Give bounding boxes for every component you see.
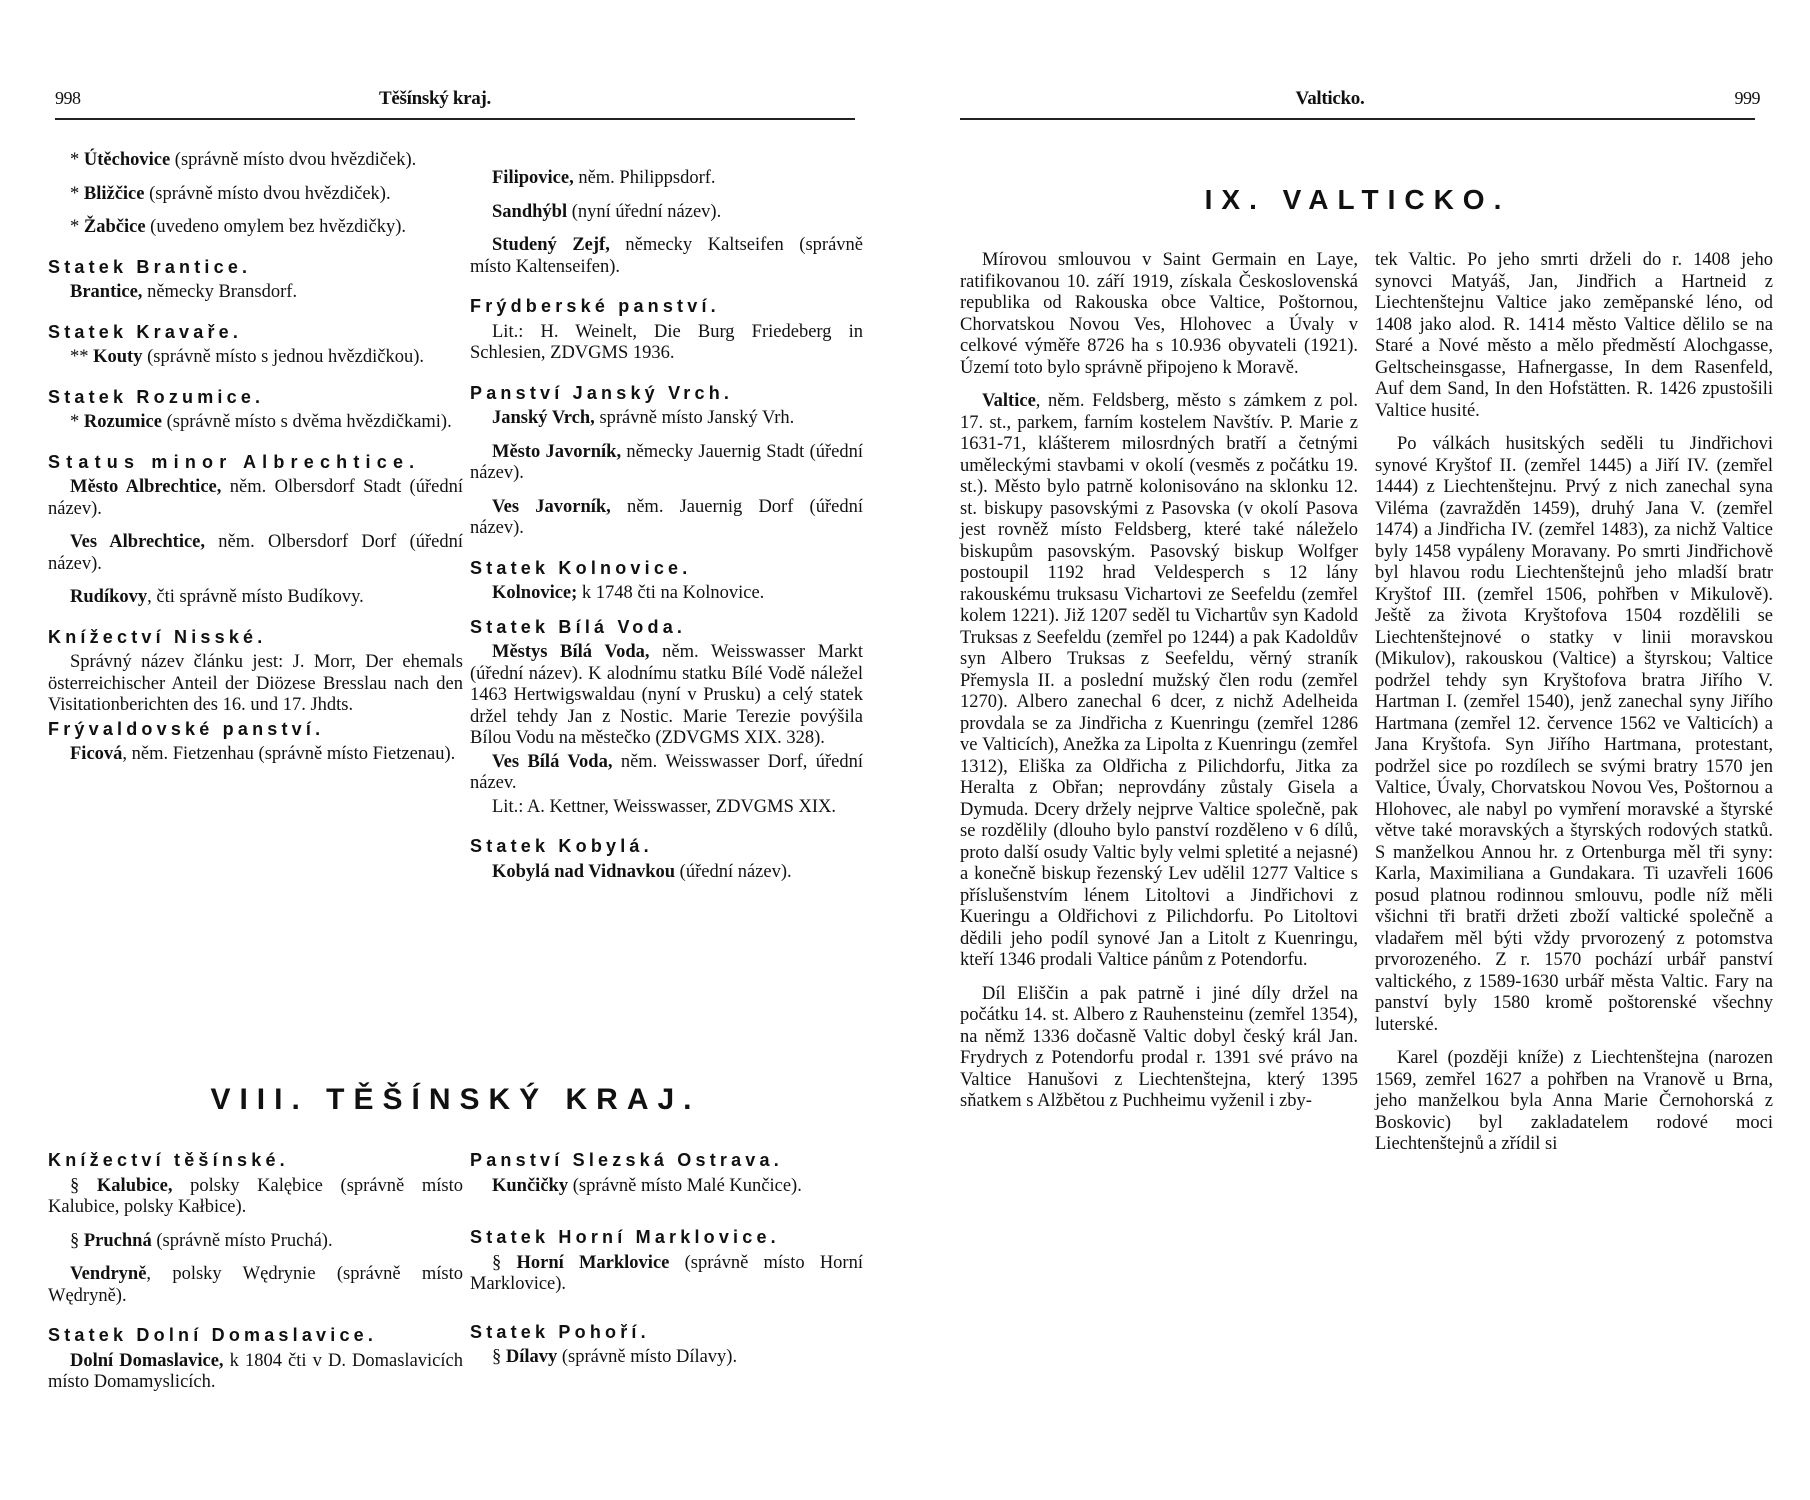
left-column-1	[48, 150, 463, 778]
entry-term: Janský Vrch,	[492, 408, 595, 428]
entry: Studený Zejf, německy Kaltseifen (správně místo Kaltenseifen).	[470, 235, 863, 277]
section-heading: Status minor Albrechtice.	[48, 451, 421, 472]
entry: * Bližčice (správně místo dvou hvězdiček).	[70, 183, 391, 204]
entry: Sandhýbl (nyní úřední název).	[492, 201, 722, 222]
entry-term: Filipovice,	[492, 168, 574, 188]
entry-term: Brantice,	[70, 282, 143, 302]
header-rule	[960, 118, 1755, 120]
entry: Město Javorník, německy Jauernig Stadt (úřední název).	[470, 441, 863, 483]
section-heading: Frýdberské panství.	[470, 296, 720, 316]
entry: Janský Vrch, správně místo Janský Vrh.	[492, 408, 795, 428]
section-heading: Statek Rozumice.	[48, 386, 265, 407]
paragraph: Po válkách husitských seděli tu Jindřichovi synové Kryštof II. (zemřel 1445) a Jiří IV. (zemřel 1444) z Liechtenštejnu. Prvý z nich zanechal syna Viléma (zavražděn 1459), druhý Jana V. (zemřel 1474) a Jindřicha IV. (zemřel 1483), za nichž Valtice byly 1458 vypáleny Moravany. Po smrti Jindřichově byl hlavou rodu Liechtenštejnů jeho mladší bratr Kryštof III. (zemřel 1506, pohřben v Mikulově). Ještě za života Kryštofova 1504 rozdělili se Liechtenštejnové o statky v linii moravskou (Mikulov), rakouskou (Valtice) a štyrskou; Valtice podržel tehdy syn Kryštofova bratra Jiřího V. Hartman I. (zemřel 1540), jenž zanechal syny Jiřího Hartmana (zemřel 12. července 1562 ve Valticích) a Jana Kryštofa. Syn Jiřího Hartmana, protestant, podržel sice po rozdílech se svými bratry 1570 jen Valtice, Úvaly, Chorvatskou Novou Ves, Poštornou a Hlohovec, ale nabyl po vymření moravské a štyrské větve také moravských a štyrských rodových statků. S manželkou Annou hr. z Ortenburga měl tři syny: Karla, Maximiliana a Gundakara. Ti uzavřeli 1606 posud platnou rodinnou smlouvu, podle níž měli všichni tři bratři držeti zboží valtické společně a vladařem měl býti vždy prvorozený z potomstva prvorozeného. Z r. 1570 pochází urbář panství valtického, z 1589-1630 urbář města Valtic. Fary na panství byly 1580 kromě poštorenské všechny luterské.	[1375, 434, 1773, 1035]
section-heading: Statek Dolní Domaslavice.	[48, 1325, 378, 1345]
entry: Správný název článku jest: J. Morr, Der ehemals österreichischer Anteil der Diözese Bresslau nach den Visitationberichten des 16. und 17. Jhdts.	[48, 652, 463, 715]
paragraph: Mírovou smlouvou v Saint Germain en Laye, ratifikovanou 10. září 1919, získala Československá republika od Rakouska obce Valtice, Poštornou, Chorvatskou Novou Ves, Hlohovec a Úvaly v celkové výměře 8726 ha s 10.936 obyvateli (1921). Území toto bylo správně připojeno k Moravě.	[960, 250, 1358, 378]
section-heading: Knížectví Nisské.	[48, 626, 267, 647]
entry-term: Kolnovice;	[492, 583, 578, 603]
entry: ** Kouty (správně místo s jednou hvězdičkou).	[70, 347, 425, 367]
entry-term: Město Javorník,	[492, 441, 622, 462]
page-number: 999	[1734, 88, 1760, 108]
section-heading: Knížectví těšínské.	[48, 1150, 289, 1170]
entry: § Horní Marklovice (správně místo Horní Marklovice).	[470, 1252, 863, 1294]
entry: Vendryně, polsky Wędrynie (správně místo Wędryně).	[48, 1264, 463, 1306]
section-heading: Frývaldovské panství.	[48, 718, 325, 739]
entry-term: Kunčičky	[492, 1175, 569, 1196]
paragraph: tek Valtic. Po jeho smrti drželi do r. 1408 jeho synovci Matyáš, Jan, Jindřich a Hartneid z Liechtenštejnu Valtice jako zeměpanské léno, od 1408 jako alod. R. 1414 město Valtice dělilo se na Staré a Nové město a mělo předměstí Alochgasse, Geltscheinsgasse, Hafnergasse, In dem Rasenfeld, Auf dem Sand, In den Hofstätten. R. 1426 zpustošili Valtice husité.	[1375, 250, 1773, 421]
entry-term: Ves Albrechtice,	[70, 532, 206, 552]
chapter-title: IX. VALTICKO.	[1204, 184, 1511, 215]
entry-term: Vendryně	[70, 1264, 147, 1284]
entry: Kobylá nad Vidnavkou (úřední název).	[492, 861, 792, 882]
entry: Kunčičky (správně místo Malé Kunčice).	[492, 1175, 802, 1196]
entry-term: Pruchná	[83, 1230, 152, 1251]
entry-term: Dolní Domaslavice,	[70, 1350, 224, 1371]
entry-term: Ves Bílá Voda,	[492, 751, 613, 772]
entry: Rudíkovy, čti správně místo Budíkovy.	[70, 587, 364, 607]
chapter-title: VIII. TĚŠÍNSKÝ KRAJ.	[210, 1083, 701, 1116]
entry: Kolnovice; k 1748 čti na Kolnovice.	[492, 583, 765, 603]
entry: Městys Bílá Voda, něm. Weisswasser Markt (úřední název). K alodnímu statku Bílé Vodě náležel 1463 Hertwigswaldau (nyní v Prusku) a celý statek držel tehdy Jan z Nostic. Marie Terezie povýšila Bílou Vodu na městečko (ZDVGMS XIX. 328).	[470, 642, 863, 748]
entry-term: Valtice	[982, 391, 1036, 411]
section-heading: Panství Slezská Ostrava.	[470, 1150, 783, 1170]
running-head-right	[960, 88, 1760, 118]
section-heading: Statek Kobylá.	[470, 836, 653, 856]
entry-term: Horní Marklovice	[516, 1252, 670, 1273]
running-head-title: Valticko.	[1295, 88, 1365, 109]
entry: § Kalubice, polsky Kalębice (správně místo Kalubice, polsky Kałbice).	[48, 1175, 464, 1217]
entry: Lit.: A. Kettner, Weisswasser, ZDVGMS XIX.	[492, 796, 837, 817]
entry-term: Útěchovice	[83, 150, 171, 170]
entry: § Dílavy (správně místo Dílavy).	[492, 1347, 738, 1367]
entry-term: Ves Javorník,	[492, 496, 611, 517]
entry: * Žabčice (uvedeno omylem bez hvězdičky).	[70, 217, 406, 237]
entry-term: Kouty	[93, 347, 143, 367]
entry-term: Žabčice	[83, 217, 146, 237]
right-column-1	[960, 250, 1358, 1125]
entry-term: Kalubice,	[96, 1175, 173, 1196]
entry-term: Bližčice	[83, 183, 145, 204]
running-head-left	[55, 88, 855, 118]
entry-term: Kobylá nad Vidnavkou	[492, 861, 676, 882]
entry-term: Rozumice	[83, 412, 162, 432]
entry: Ficová, něm. Fietzenhau (správně místo Fietzenau).	[70, 744, 456, 764]
entry: Město Albrechtice, něm. Olbersdorf Stadt (úřední název).	[48, 477, 463, 519]
section-heading: Statek Pohoří.	[470, 1321, 650, 1342]
entry: * Útěchovice (správně místo dvou hvězdiček).	[70, 150, 417, 170]
left-column-4	[470, 1150, 863, 1381]
section-heading: Statek Bílá Voda.	[470, 616, 687, 637]
entry: § Pruchná (správně místo Pruchá).	[70, 1230, 333, 1251]
section-heading: Statek Horní Marklovice.	[470, 1227, 780, 1247]
entry-term: Rudíkovy	[70, 587, 148, 607]
entry-term: Ficová	[70, 744, 123, 764]
entry: Lit.: H. Weinelt, Die Burg Friedeberg in Schlesien, ZDVGMS 1936.	[470, 321, 863, 363]
entry: Ves Javorník, něm. Jauernig Dorf (úřední název).	[470, 496, 863, 538]
page-number: 998	[55, 88, 81, 108]
entry: Filipovice, něm. Philippsdorf.	[492, 168, 716, 188]
entry: Dolní Domaslavice, k 1804 čti v D. Domaslavicích místo Domamyslicích.	[48, 1350, 463, 1392]
entry: Brantice, německy Bransdorf.	[70, 282, 298, 302]
entry: Ves Bílá Voda, něm. Weisswasser Dorf, úřední název.	[470, 751, 863, 793]
entry: Ves Albrechtice, něm. Olbersdorf Dorf (úřední název).	[48, 532, 463, 574]
entry-term: Městys Bílá Voda,	[492, 642, 650, 662]
entry-term: Město Albrechtice,	[70, 477, 222, 497]
entry-term: Dílavy	[505, 1347, 558, 1367]
section-heading: Statek Brantice.	[48, 256, 252, 277]
section-heading: Statek Kravaře.	[48, 321, 243, 342]
paragraph: Valtice, něm. Feldsberg, město s zámkem z pol. 17. st., parkem, farním kostelem Navštív. P. Marie z 1631-71, klášterem milosrdných bratří a četnými uměleckými stavbami v okolí (vesměs z počátku 19. st.). Město bylo patrně kolonisováno na sklonku 12. st. biskupy pasovskými z Pasovska (v okolí Pasova jest rovněž místo Feldsberg, které také náleželo biskupům pasovským. Pasovský biskup Wolfger postoupil 1192 hrad Veldesperch s 12 lány rakouskému truksasu Vichartovi ze Seefeldu (zemřel kolem 1221). Již 1207 seděl tu Vichartův syn Kadold Truksas z Seefeldu (zemřel po 1244) a pak Kadoldův syn Albero Truksas z Seefeldu, věrný straník Přemysla II. a poslední mužský člen rodu (zemřel 1270). Albero zanechal 6 dcer, z nichž Adelheida provdala se za Jindřicha z Kuenringu (zemřel 1286 ve Valticích), Anežka za Lipolta z Kuenringu (zemřel 1312), Eliška za Oldřicha z Pilichdorfu, Jitka za Heralta z Obřan; neprovdány zůstaly Gisela a Dymuda. Dcery držely nejprve Valtice společně, pak se rozdělily (dlouho bylo panství rozděleno v 6 dílů, proto další osudy Valtic byly velmi spletité a nejasné) a konečně biskup řezenský Lev udělil 1277 Valtice s příslušenstvím lénem Litoltovi a Jindřichovi z Kueringu a Oldřichovi z Pilichdorfu. Po Litoltovi dědili jeho podíl synové Jan a Litolt z Kuenringu, kteří 1346 prodali Valtice pánům z Potendorfu.	[960, 391, 1358, 970]
section-heading: Panství Janský Vrch.	[470, 382, 734, 403]
entry-term: Sandhýbl	[492, 201, 568, 222]
header-rule	[55, 118, 855, 120]
running-head-title: Těšínský kraj.	[379, 88, 491, 109]
section-heading: Statek Kolnovice.	[470, 557, 692, 578]
right-page	[905, 0, 1810, 1500]
paragraph: Karel (později kníže) z Liechtenštejna (narozen 1569, zemřel 1627 a pohřben na Vranově u Brna, jeho manželkou byla Anna Marie Černohorská z Boskovic) byl zakladatelem rodové moci Liechtenštejnů a zřídil si	[1375, 1048, 1773, 1154]
entry: * Rozumice (správně místo s dvěma hvězdičkami).	[70, 412, 452, 432]
entry-term: Studený Zejf,	[492, 235, 610, 255]
right-column-2	[1375, 250, 1773, 1168]
left-column-3	[48, 1150, 463, 1406]
left-column-2	[470, 168, 863, 895]
paragraph: Díl Eliščin a pak patrně i jiné díly držel na počátku 14. st. Albero z Rauhensteinu (zemřel 1354), na němž 1336 dočasně Valtic dobyl český král Jan. Frydrych z Potendorfu prodal r. 1391 své právo na Valtice Hanušovi z Liechtenštejna, který 1395 sňatkem s Alžbětou z Puchheimu vyženil i zby-	[960, 983, 1358, 1111]
